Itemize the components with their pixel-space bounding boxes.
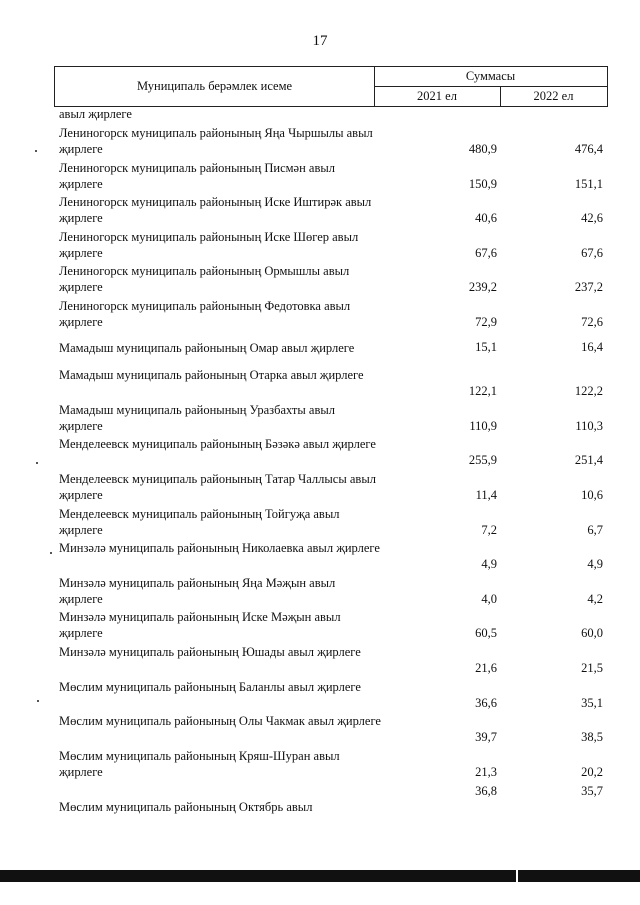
amount-2022: 122,2: [574, 384, 603, 399]
amount-2022: 10,6: [581, 487, 603, 502]
table-row: [0, 194, 640, 229]
municipality-name: Лениногорск муниципаль районының Федотовка авыл җирлеге: [59, 298, 351, 329]
table-row: [0, 679, 640, 714]
amount-2021: 39,7: [475, 730, 497, 745]
municipality-name: Лениногорск муниципаль районының Иске Иштирәк авыл җирлеге: [59, 195, 372, 226]
header-sum-column: Суммасы: [374, 67, 607, 87]
continuation-text: авыл җирлеге: [59, 107, 132, 121]
municipality-name: Лениногорск муниципаль районының Ормышлы авыл җирлеге: [59, 264, 350, 295]
amount-2021: 36,8: [475, 784, 497, 799]
amount-2021: 4,0: [481, 591, 497, 606]
amount-2021: 15,1: [475, 339, 497, 354]
municipality-name: Менделеевск муниципаль районының Тойгуҗа авыл җирлеге: [59, 506, 340, 537]
amount-2021: 67,6: [475, 245, 497, 260]
amount-2021: 36,6: [475, 695, 497, 710]
amount-2021: 72,9: [475, 314, 497, 329]
municipality-name: Мөслим муниципаль районының Кряш-Шуран авыл җирлеге: [59, 748, 340, 779]
municipality-name: Менделеевск муниципаль районының Бәзәкә авыл җирлеге: [59, 437, 376, 452]
amount-2022: 42,6: [581, 211, 603, 226]
table-row: [0, 713, 640, 748]
municipality-name: Лениногорск муниципаль районының Писмән авыл җирлеге: [59, 160, 336, 191]
scan-bottom-gap: [516, 870, 518, 882]
amount-2022: 237,2: [574, 280, 603, 295]
municipality-name: Менделеевск муниципаль районының Татар Чаллысы авыл җирлеге: [59, 471, 376, 502]
table-header: [54, 66, 608, 107]
municipality-name: Мөслим муниципаль районының Баланлы авыл җирлеге: [59, 679, 361, 694]
municipality-name: Лениногорск муниципаль районының Иске Шөгер авыл җирлеге: [59, 229, 359, 260]
header-year-2022: 2022 ел: [533, 88, 574, 103]
table-row: [0, 609, 640, 644]
amount-2021: 60,5: [475, 626, 497, 641]
amount-2021: 7,2: [481, 522, 497, 537]
table-row: [0, 298, 640, 333]
amount-2022: 38,5: [581, 730, 603, 745]
header-name-column: Муниципаль берәмлек исеме: [55, 67, 375, 106]
table-row: [0, 402, 640, 437]
table-row: [0, 471, 640, 506]
municipality-name: Лениногорск муниципаль районының Яңа Чыршылы авыл җирлеге: [59, 126, 373, 156]
amount-2022: 35,1: [581, 695, 603, 710]
scan-speck: [50, 552, 52, 554]
amount-2021: 11,4: [475, 487, 497, 502]
table-row: [0, 748, 640, 783]
amount-2021: 150,9: [468, 176, 497, 191]
table-row: [0, 160, 640, 195]
amount-2022: 35,7: [581, 784, 603, 799]
table-row: [0, 229, 640, 264]
amount-2021: 255,9: [468, 453, 497, 468]
table-body: [0, 125, 640, 817]
scan-speck: [37, 700, 39, 702]
amount-2022: 4,9: [587, 557, 603, 572]
amount-2021: 480,9: [468, 142, 497, 156]
table-row: [0, 644, 640, 679]
amount-2021: 110,9: [469, 418, 497, 433]
scan-speck: [35, 150, 37, 152]
amount-2021: 21,3: [475, 764, 497, 779]
page-number: 17: [312, 33, 328, 49]
amount-2022: 251,4: [574, 453, 603, 468]
table-row: [0, 506, 640, 541]
amount-2022: 16,4: [581, 339, 603, 354]
municipality-name: Мамадыш муниципаль районының Отарка авыл җирлеге: [59, 368, 364, 383]
amount-2022: 21,5: [581, 660, 603, 675]
amount-2022: 72,6: [581, 314, 603, 329]
municipality-name: Мамадыш муниципаль районының Омар авыл җирлеге: [59, 340, 355, 355]
municipality-name: Мөслим муниципаль районының Октябрь авыл: [59, 800, 313, 815]
municipality-name: Мөслим муниципаль районының Олы Чакмак авыл җирлеге: [59, 714, 381, 729]
amount-2021: 21,6: [475, 660, 497, 675]
amount-2022: 20,2: [581, 764, 603, 779]
table-row: [0, 575, 640, 610]
header-year-2021: 2021 ел: [374, 86, 501, 106]
amount-2021: 239,2: [468, 280, 497, 295]
table-row: [0, 782, 640, 817]
table-row: [0, 263, 640, 298]
amount-2022: 4,2: [587, 591, 603, 606]
amount-2022: 110,3: [575, 418, 603, 433]
municipality-name: Минзәлә муниципаль районының Яңа Мәҗын авыл җирлеге: [59, 575, 336, 606]
scan-bottom-border: [0, 870, 640, 882]
municipality-name: Мамадыш муниципаль районының Уразбахты авыл җирлеге: [59, 402, 336, 433]
municipality-name: Минзәлә муниципаль районының Николаевка авыл җирлеге: [59, 541, 380, 556]
municipality-name: Минзәлә муниципаль районының Юшады авыл җирлеге: [59, 644, 361, 659]
table-row: [0, 540, 640, 575]
scan-speck: [36, 462, 38, 464]
amount-2022: 151,1: [574, 176, 603, 191]
amount-2022: 67,6: [581, 245, 603, 260]
table-row: [0, 333, 640, 368]
amount-2021: 40,6: [475, 211, 497, 226]
amount-2022: 6,7: [587, 522, 603, 537]
amount-2022: 60,0: [581, 626, 603, 641]
amount-2022: 476,4: [574, 142, 603, 156]
table-row: [0, 436, 640, 471]
municipality-name: Минзәлә муниципаль районының Иске Мәҗын авыл җирлеге: [59, 610, 341, 641]
amount-2021: 122,1: [468, 384, 497, 399]
amount-2021: 4,9: [481, 557, 497, 572]
table-row: [0, 125, 640, 160]
table-row: [0, 367, 640, 402]
